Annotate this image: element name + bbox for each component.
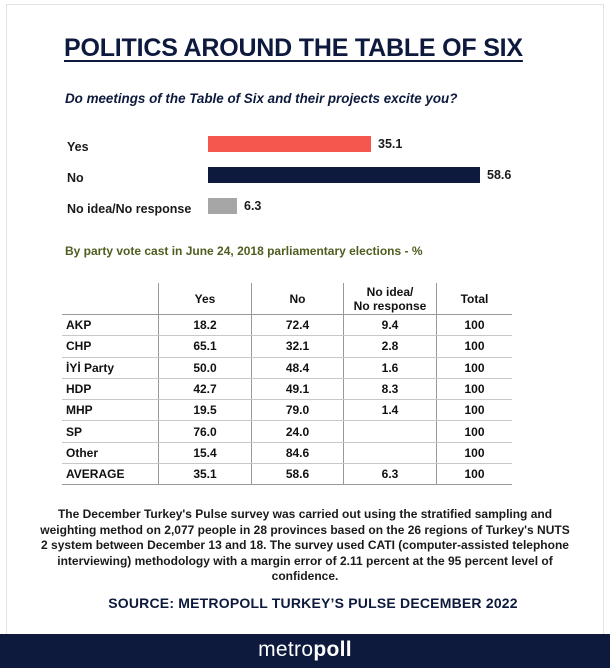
table-cell (344, 421, 437, 442)
row-label: AKP (62, 315, 159, 336)
table-cell: 72.4 (252, 315, 344, 336)
table-cell: 58.6 (252, 464, 344, 485)
column-header (62, 283, 159, 315)
methodology-note: The December Turkey's Pulse survey was carried out using the stratified sampling and weighting method on 2,077 people in 28 provinces based on the 26 regions of Turkey's NUTS 2 system between December 13 and 18. The survey used CATI (computer-assisted telephone interviewing) methodology with a margin error of 2.11 percent at the 95 percent level of confidence. (40, 507, 570, 584)
bar (208, 167, 480, 183)
bar-value-label: 58.6 (487, 168, 512, 182)
table-cell: 100 (437, 315, 513, 336)
table-cell: 49.1 (252, 378, 344, 399)
table-cell: 42.7 (159, 378, 252, 399)
table-row (62, 400, 512, 421)
table-cell: 84.6 (252, 442, 344, 463)
bar (208, 136, 371, 152)
table-cell: 100 (437, 442, 513, 463)
table-cell: 100 (437, 421, 513, 442)
table-cell: 79.0 (252, 400, 344, 421)
table-row (62, 442, 512, 463)
table-cell: 100 (437, 378, 513, 399)
table-cell: 100 (437, 400, 513, 421)
row-label: İYİ Party (62, 357, 159, 378)
table-header-row (62, 283, 512, 315)
table-cell: 24.0 (252, 421, 344, 442)
table-cell: 18.2 (159, 315, 252, 336)
bar (208, 198, 237, 214)
row-label: CHP (62, 336, 159, 357)
column-header: No (252, 283, 344, 315)
table-cell: 100 (437, 336, 513, 357)
table-cell: 6.3 (344, 464, 437, 485)
table-cell: 15.4 (159, 442, 252, 463)
table-cell: 1.4 (344, 400, 437, 421)
metropoll-logo (0, 638, 610, 662)
table-cell: 32.1 (252, 336, 344, 357)
table-subtitle: By party vote cast in June 24, 2018 parliamentary elections - % (65, 244, 423, 258)
page-title: POLITICS AROUND THE TABLE OF SIX (64, 34, 523, 62)
results-table (62, 283, 512, 485)
table-cell: 76.0 (159, 421, 252, 442)
bar-label: No (67, 171, 84, 185)
bar-label: No idea/No response (67, 202, 192, 216)
column-header: Total (437, 283, 513, 315)
table-cell: 1.6 (344, 357, 437, 378)
table-cell: 2.8 (344, 336, 437, 357)
table-row (62, 315, 512, 336)
bar-value-label: 6.3 (244, 199, 262, 213)
table-cell: 8.3 (344, 378, 437, 399)
table-cell: 9.4 (344, 315, 437, 336)
table-cell: 35.1 (159, 464, 252, 485)
table-row (62, 421, 512, 442)
average-row (62, 464, 512, 485)
row-label: AVERAGE (62, 464, 159, 485)
bar-value-label: 35.1 (378, 137, 403, 151)
source-line: SOURCE: METROPOLL TURKEY’S PULSE DECEMBER 2022 (108, 595, 518, 611)
table-row (62, 336, 512, 357)
column-header: Yes (159, 283, 252, 315)
table-row (62, 378, 512, 399)
row-label: HDP (62, 378, 159, 399)
table-cell: 50.0 (159, 357, 252, 378)
bar-label: Yes (67, 140, 89, 154)
logo-text-metro: metro (258, 638, 314, 661)
logo-text-poll: poll (313, 638, 352, 661)
table-cell: 100 (437, 357, 513, 378)
column-header: No idea/ No response (344, 283, 437, 315)
row-label: SP (62, 421, 159, 442)
table-cell: 65.1 (159, 336, 252, 357)
table-row (62, 357, 512, 378)
table-cell: 19.5 (159, 400, 252, 421)
table-cell: 100 (437, 464, 513, 485)
row-label: MHP (62, 400, 159, 421)
table-cell: 48.4 (252, 357, 344, 378)
table-cell (344, 442, 437, 463)
row-label: Other (62, 442, 159, 463)
chart-question: Do meetings of the Table of Six and their projects excite you? (65, 91, 458, 106)
